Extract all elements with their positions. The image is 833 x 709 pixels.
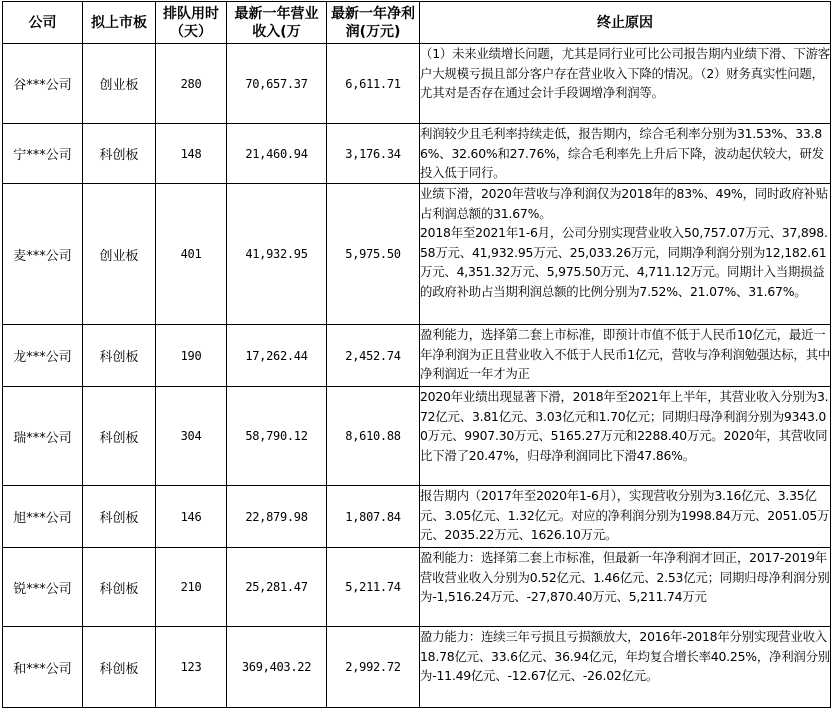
net-profit-cell: 2,452.74	[327, 325, 420, 387]
revenue-cell: 21,460.94	[227, 124, 327, 184]
table-row	[3, 44, 831, 124]
revenue-cell: 70,657.37	[227, 44, 327, 124]
table-row	[3, 387, 831, 486]
header-company: 公司	[3, 2, 83, 44]
board-cell: 科创板	[83, 387, 156, 486]
reason-text: 盈利能力，选择第二套上市标准，即预计市值不低于人民币10亿元，最近一年净利润为正且营业收入不低于人民币1亿元，营收与净利润勉强达标，其中净利润近一年才为正	[420, 327, 830, 381]
queue-days-cell: 148	[156, 124, 227, 184]
net-profit-cell: 2,992.72	[327, 627, 420, 708]
reason-cell	[420, 627, 831, 708]
queue-days-cell: 280	[156, 44, 227, 124]
reason-cell	[420, 387, 831, 486]
ipo-termination-table	[2, 1, 831, 708]
reason-text: 2020年业绩出现显著下滑，2018年至2021年上半年，其营业收入分别为3.72亿元、3.81亿元、3.03亿元和1.70亿元；同期归母净利润分别为9343.00万元、9907.30万元、5165.27万元和2288.40万元。2020年，其营收同比下滑了20.47%，归母净利润同比下滑47.86%。	[420, 389, 829, 463]
reason-cell	[420, 486, 831, 548]
queue-days-cell: 123	[156, 627, 227, 708]
queue-days-cell: 401	[156, 184, 227, 325]
revenue-cell: 17,262.44	[227, 325, 327, 387]
reason-text: 利润较少且毛利率持续走低，报告期内，综合毛利率分别为31.53%、33.86%、32.60%和27.76%，综合毛利率先上升后下降，波动起伏较大，研发投入低于同行。	[420, 126, 824, 180]
board-cell: 科创板	[83, 627, 156, 708]
reason-cell	[420, 124, 831, 184]
header-revenue: 最新一年营业收入(万	[227, 2, 327, 44]
table-row	[3, 325, 831, 387]
header-queue-days: 排队用时（天）	[156, 2, 227, 44]
net-profit-cell: 6,611.71	[327, 44, 420, 124]
reason-text: 盈力能力：连续三年亏损且亏损额放大，2016年-2018年分别实现营业收入18.78亿元、33.6亿元、36.94亿元，年均复合增长率40.25%，净利润分别为-11.49亿元、-12.67亿元、-26.02亿元。	[420, 629, 830, 683]
table-row	[3, 486, 831, 548]
header-board: 拟上市板	[83, 2, 156, 44]
revenue-cell: 41,932.95	[227, 184, 327, 325]
reason-text: 2018年至2021年1-6月，公司分别实现营业收入50,757.07万元、37,898.58万元、41,932.95万元、25,033.26万元，同期净利润分别为12,182.61万元、4,351.32万元、5,975.50万元、4,711.12万元。同期计入当期损益的政府补助占当期利润总额的比例分别为7.52%、21.07%、31.67%。	[420, 225, 828, 299]
net-profit-cell: 5,975.50	[327, 184, 420, 325]
revenue-cell: 369,403.22	[227, 627, 327, 708]
header-row	[3, 2, 831, 44]
queue-days-cell: 190	[156, 325, 227, 387]
table-row	[3, 124, 831, 184]
net-profit-cell: 5,211.74	[327, 548, 420, 627]
revenue-cell: 22,879.98	[227, 486, 327, 548]
reason-cell	[420, 325, 831, 387]
header-reason: 终止原因	[420, 2, 831, 44]
net-profit-cell: 3,176.34	[327, 124, 420, 184]
company-cell: 锐***公司	[3, 548, 83, 627]
board-cell: 科创板	[83, 548, 156, 627]
net-profit-cell: 1,807.84	[327, 486, 420, 548]
company-cell: 龙***公司	[3, 325, 83, 387]
queue-days-cell: 210	[156, 548, 227, 627]
revenue-cell: 25,281.47	[227, 548, 327, 627]
table-row	[3, 548, 831, 627]
company-cell: 瑞***公司	[3, 387, 83, 486]
revenue-cell: 58,790.12	[227, 387, 327, 486]
queue-days-cell: 146	[156, 486, 227, 548]
board-cell: 创业板	[83, 44, 156, 124]
reason-cell	[420, 44, 831, 124]
company-cell: 和***公司	[3, 627, 83, 708]
board-cell: 创业板	[83, 184, 156, 325]
reason-cell	[420, 548, 831, 627]
board-cell: 科创板	[83, 325, 156, 387]
table-row	[3, 184, 831, 325]
reason-cell	[420, 184, 831, 325]
company-cell: 旭***公司	[3, 486, 83, 548]
header-net-profit: 最新一年净利润(万元)	[327, 2, 420, 44]
reason-text: （1）未来业绩增长问题，尤其是同行业可比公司报告期内业绩下滑、下游客户大规模亏损且部分客户存在营业收入下降的情况。（2）财务真实性问题，尤其对是否存在通过会计手段调增净利润等。	[420, 46, 830, 100]
reason-text: 报告期内（2017年至2020年1-6月），实现营收分别为3.16亿元、3.35亿元、3.05亿元、1.32亿元。对应的净利润分别为1998.84万元、2051.05万元、2035.22万元、1626.10万元。	[420, 488, 830, 542]
reason-text: 业绩下滑，2020年营收与净利润仅为2018年的83%、49%，同时政府补贴占利润总额的31.67%。	[420, 186, 828, 221]
queue-days-cell: 304	[156, 387, 227, 486]
reason-text: 盈利能力：选择第二套上市标准，但最新一年净利润才回正，2017-2019年营收营业收入分别为0.52亿元、1.46亿元、2.53亿元；同期归母净利润分别为-1,516.24万元、-27,870.40万元、5,211.74万元	[420, 550, 830, 604]
company-cell: 宁***公司	[3, 124, 83, 184]
board-cell: 科创板	[83, 486, 156, 548]
company-cell: 麦***公司	[3, 184, 83, 325]
company-cell: 谷***公司	[3, 44, 83, 124]
board-cell: 科创板	[83, 124, 156, 184]
table-row	[3, 627, 831, 708]
net-profit-cell: 8,610.88	[327, 387, 420, 486]
